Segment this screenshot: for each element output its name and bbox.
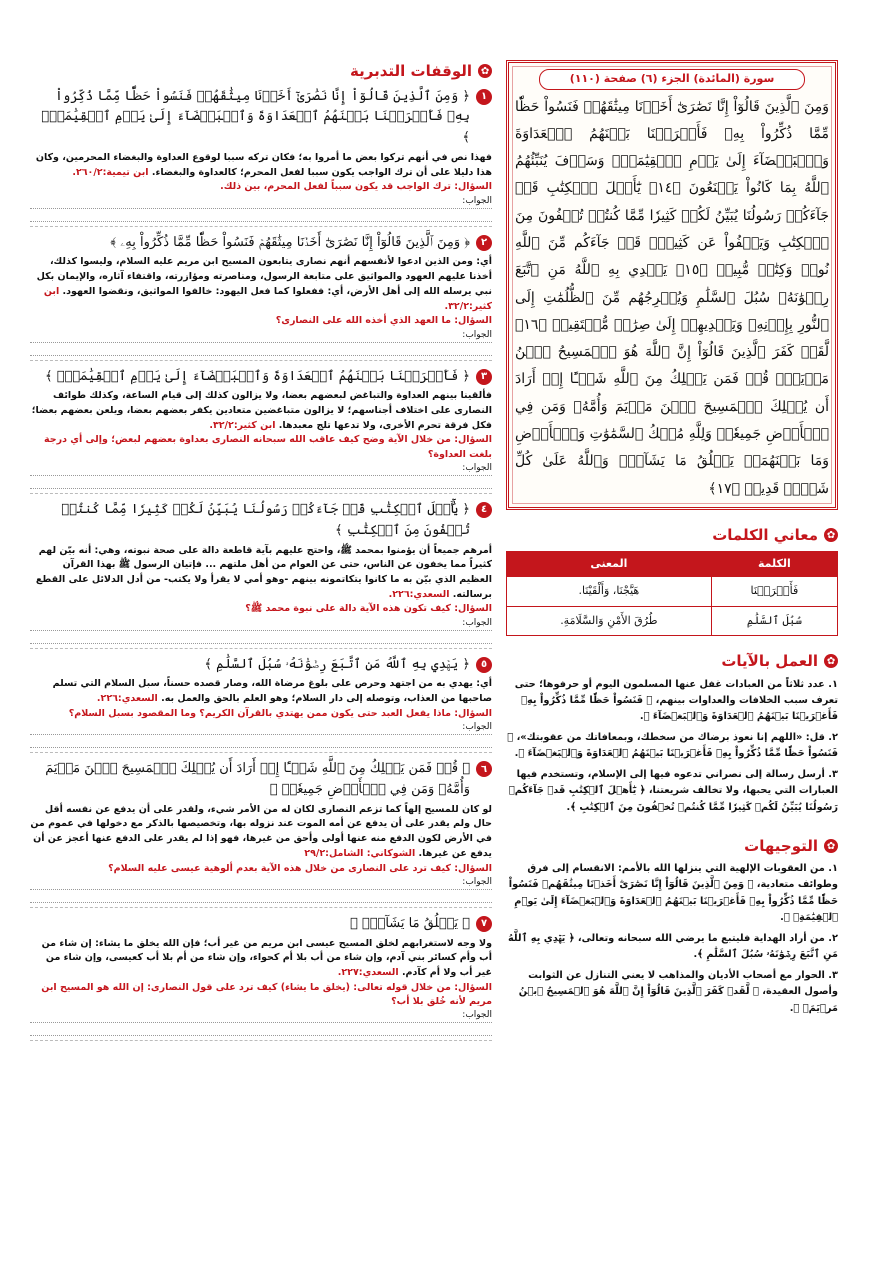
tafsir-text: أي: ومن الذين ادعوا لأنفسهم أنهم نصارى يتابعون المسيح ابن مريم عليه السلام، وليسوا كذلك، أخذنا عليهم العهود والمواثيق على متابعة الرسول، ومناصرته ومؤازرته، واقتفاء آثاره، والإيمان بكل نبي يرسله الله إلى أهل الأرض، أي: ففعلوا كما فعل اليهود: خالفوا المواثيق، ونقضوا العهود. ابن كثير:٣٢/٢. <box>36 256 492 312</box>
ayah-text: ﴿ وَمِنَ ٱلَّذِينَ قَالُوٓاْ إِنَّا نَصَٰرَىٰٓ أَخَذۡنَا مِيثَٰقَهُمۡ فَنَسُواْ حَظّٗا مِّمَّا ذُكِّرُواْ بِهِۦ فَأَغۡرَيۡنَا بَيۡنَهُمُ ٱلۡعَدَاوَةَ وَٱلۡبَغۡضَآءَ إِلَىٰ يَوۡمِ ٱلۡقِيَٰمَةِۚ ﴾ <box>41 88 470 146</box>
waqfa-item-2 <box>30 233 492 361</box>
col-meaning-header: المعنى <box>507 551 712 577</box>
question-text: السؤال: ترك الواجب قد يكون سبباً لفعل المحرم، بين ذلك. <box>220 181 492 193</box>
amal-heading <box>506 650 838 673</box>
answer-line[interactable] <box>30 735 492 748</box>
item-number: ٣ <box>476 369 492 385</box>
tawjihat-item-2: ٢. من أراد الهداية فليتبع ما يرضي الله سبحانه وتعالى، ﴿ يَهۡدِي بِهِ ٱللَّهُ مَنِ ٱتَّبَعَ رِضۡوَٰنَهُۥ سُبُلَ ٱلسَّلَٰمِ ﴾. <box>507 932 838 961</box>
ayah-text: ﴿ يَٰٓأَهۡلَ ٱلۡكِتَٰبِ قَدۡ جَآءَكُمۡ رَسُولُنَا يُبَيِّنُ لَكُمۡ كَثِيرٗا مِّمَّا كُنتُمۡ تُخۡفُونَ مِنَ ٱلۡكِتَٰبِ ﴾ <box>61 501 470 538</box>
table-row <box>507 577 838 607</box>
waqafat-column <box>30 60 492 1260</box>
quran-page-header: سورة (المائدة) الجزء (٦) صفحة (١١٠) <box>539 69 806 90</box>
answer-line[interactable] <box>30 890 492 903</box>
answer-field[interactable]: الجواب: <box>30 617 492 631</box>
answer-field[interactable]: الجواب: <box>30 876 492 890</box>
waqfa-item-3 <box>30 367 492 494</box>
answer-line[interactable] <box>30 476 492 489</box>
answer-line[interactable] <box>30 343 492 356</box>
tafsir-text: فألقينا بينهم العداوة والتباغض لبعضهم بعضا، ولا يزالون كذلك إلى قيام الساعة، وكذلك طوائف النصارى على اختلاف أجناسهم؛ لا يزالون متباغضين متعادين يكفر بعضهم بعضا، ويلعن بعضهم بعضا؛ فكل فرقة تحرم الأخرى، ولا تدعها تلج معبدها. ابن كثير:٣٢/٢. <box>31 390 492 431</box>
tawjihat-item-1: ١. من العقوبات الإلهية التي ينزلها الله بالأمم: الانقسام إلى فرق وطوائف متعادية، ﴿ وَمِنَ ٱلَّذِينَ قَالُوٓاْ إِنَّا نَصَٰرَىٰٓ أَخَذۡنَا مِيثَٰقَهُمۡ فَنَسُواْ حَظّٗا مِّمَّا ذُكِّرُواْ بِهِۦ فَأَغۡرَيۡنَا بَيۡنَهُمُ ٱلۡعَدَاوَةَ وَٱلۡبَغۡضَآءَ إِلَىٰ يَوۡمِ ٱلۡقِيَٰمَةِۚ ﴾. <box>508 863 838 923</box>
source-ref: السعدي:٢٢٧. <box>337 967 399 979</box>
source-ref: ابن كثير:٣٢/٢. <box>43 285 492 312</box>
waqfa-item-4 <box>30 500 492 649</box>
ayah-text: ﴿ يَهۡدِي بِهِ ٱللَّهُ مَنِ ٱتَّبَعَ رِضۡوَٰنَهُۥ سُبُلَ ٱلسَّلَٰمِ ﴾ <box>204 656 470 672</box>
tawjihat-title: التوجيهات <box>744 836 818 855</box>
answer-field[interactable]: الجواب: <box>30 721 492 735</box>
question-text: السؤال: من خلال الآية وضح كيف عاقب الله سبحانه النصارى بعداوة بعضهم لبعض؛ وإلى أي درجة بلغت العداوة؟ <box>44 434 492 460</box>
tawjihat-heading <box>506 835 838 858</box>
source-ref: السعدي:٢٢٦. <box>388 588 450 600</box>
item-number: ٤ <box>476 502 492 518</box>
flower-icon: ✿ <box>478 64 492 78</box>
waqfa-item-6 <box>30 759 492 908</box>
amal-title: العمل بالآيات <box>721 652 818 670</box>
flower-icon: ✿ <box>824 654 838 668</box>
tafsir-text: أمرهم جميعاً أن يؤمنوا بمحمد ﷺ، واحتج عليهم بآية قاطعة دالة على صحة نبوته، وهي: أنه بيّن لهم كثيراً مما يخفون عن الناس، حتى عن العوام من أهل ملتهم ... فإتيان الرسول ﷺ بهذا القرآن العظيم الذي بيّن به ما كانوا يتكاتمونه بينهم -وهو أمي لا يقرأ ولا يكتب- من أدل الدلائل على القطع برسالته. السعدي:٢٢٦. <box>35 544 492 600</box>
waqfa-item-1 <box>30 87 492 227</box>
question-text: السؤال: ما العهد الذي أخذه الله على النصارى؟ <box>275 315 492 327</box>
flower-icon: ✿ <box>824 528 838 542</box>
word-cell: فَأَغۡرَيۡنَا <box>711 577 837 607</box>
col-word-header: الكلمة <box>711 551 837 577</box>
question-text: السؤال: كيف ترد على النصارى من خلال هذه الآية بعدم ألوهية عيسى عليه السلام؟ <box>108 862 492 874</box>
question-text: السؤال: من خلال قوله تعالى: (يخلق ما يشاء) كيف ترد على قول النصارى: إن الله هو المسيح ابن مريم لأنه خُلق بلا أب؟ <box>41 981 492 1008</box>
tafsir-text: أي: يهدي به من اجتهد وحرص على بلوغ مرضاة الله، وصار قصده حسناً، سبل السلام التي تسلم صاحبها من العذاب، وتوصله إلى دار السلام؛ وهو العلم بالحق والعمل به. السعدي:٢٢٦. <box>52 678 492 705</box>
answer-field[interactable]: الجواب: <box>30 462 492 476</box>
answer-field[interactable]: الجواب: <box>30 1009 492 1023</box>
item-number: ٥ <box>476 657 492 673</box>
ayah-text: ﴿ يَخۡلُقُ مَا يَشَآءُۚ ﴾ <box>349 915 470 931</box>
ayah-text: ﴿ قُلۡ فَمَن يَمۡلِكُ مِنَ ٱللَّهِ شَيۡـًٔا إِنۡ أَرَادَ أَن يُهۡلِكَ ٱلۡمَسِيحَ ٱبۡنَ مَرۡيَمَ وَأُمَّهُۥ وَمَن فِي ٱلۡأَرۡضِ جَمِيعٗاۗ ﴾ <box>45 761 470 797</box>
amal-item-3: ٣. أرسل رسالة إلى نصراني تدعوه فيها إلى الإسلام، وتستخدم فيها العبارات التي يحبها، ولا تخالف شريعتنا، ﴿ يَٰٓأَهۡلَ ٱلۡكِتَٰبِ قَدۡ جَآءَكُمۡ رَسُولُنَا يُبَيِّنُ لَكُمۡ كَثِيرٗا مِّمَّا كُنتُمۡ تُخۡفُونَ مِنَ ٱلۡكِتَٰبِ ﴾. <box>508 769 838 813</box>
source-ref: الشوكاني: الشامل:٢٩/٢ <box>304 847 416 859</box>
item-number: ٢ <box>476 235 492 251</box>
amal-item-2: ٢. قل: «اللهم إنا نعوذ برضاك من سخطك، وبمعافاتك من عقوبتك»، ﴿ فَنَسُواْ حَظّٗا مِّمَّا ذُكِّرُواْ بِهِۦ فَأَغۡرَيۡنَا بَيۡنَهُمُ ٱلۡعَدَاوَةَ وَٱلۡبَغۡضَآءَ ﴾. <box>507 731 838 760</box>
ayah-text: ﴿ فَأَغۡرَيۡنَا بَيۡنَهُمُ ٱلۡعَدَاوَةَ وَٱلۡبَغۡضَآءَ إِلَىٰ يَوۡمِ ٱلۡقِيَٰمَةِۚ ﴾ <box>44 368 470 384</box>
word-meanings-table <box>506 551 838 637</box>
source-ref: السعدي:٢٢٦. <box>96 693 158 705</box>
question-text: السؤال: ماذا يفعل العبد حتى يكون ممن يهتدي بالقرآن الكريم؟ وما المقصود بسبل السلام؟ <box>68 707 492 719</box>
tafsir-text: فهذا نص في أنهم تركوا بعض ما أمروا به؛ فكان تركه سببا لوقوع العداوة والبغضاء المحرمين، وكان هذا دليلا على أن ترك الواجب يكون سببا لفعل المحرم؛ كالعداوة والبغضاء. ابن تيمية:٢٦٠/٢. <box>35 151 492 178</box>
ayah-text: ﴿ وَمِنَ ٱلَّذِينَ قَالُوٓاْ إِنَّا نَصَٰرَىٰٓ أَخَذۡنَا مِيثَٰقَهُمۡ فَنَسُواْ حَظّٗا مِّمَّا ذُكِّرُواْ بِهِۦ ﴾ <box>110 234 470 250</box>
item-number: ١ <box>476 89 492 105</box>
maani-title: معاني الكلمات <box>712 526 818 544</box>
waqafat-heading <box>30 60 492 83</box>
answer-line[interactable] <box>30 209 492 222</box>
table-header-row <box>507 551 838 577</box>
source-ref: ابن تيمية:٢٦٠/٢. <box>72 166 149 178</box>
tawjihat-item-3: ٣. الحوار مع أصحاب الأديان والمذاهب لا يعني التنازل عن الثوابت وأصول العقيدة، ﴿ لَّقَدۡ كَفَرَ ٱلَّذِينَ قَالُوٓاْ إِنَّ ٱللَّهَ هُوَ ٱلۡمَسِيحُ ٱبۡنُ مَرۡيَمَۚ ﴾. <box>518 970 838 1014</box>
word-cell: سُبُلَ ٱلسَّلَٰمِ <box>711 606 837 636</box>
answer-field[interactable]: الجواب: <box>30 195 492 209</box>
waqfa-item-5 <box>30 655 492 753</box>
maani-heading <box>506 524 838 547</box>
flower-icon: ✿ <box>824 839 838 853</box>
quran-page-frame <box>506 60 838 510</box>
answer-line[interactable] <box>30 1023 492 1036</box>
answer-line[interactable] <box>30 631 492 644</box>
meaning-cell: هَيَّجْنَا، وَأَلْقَيْنَا. <box>507 577 712 607</box>
waqfa-item-7 <box>30 914 492 1041</box>
waqafat-title: الوقفات التدبرية <box>350 62 472 80</box>
meaning-cell: طُرُقَ الأَمْنِ وَالسَّلَامَةِ. <box>507 606 712 636</box>
item-number: ٦ <box>476 761 492 777</box>
quran-text: وَمِنَ ٱلَّذِينَ قَالُوٓاْ إِنَّا نَصَٰرَىٰٓ أَخَذۡنَا مِيثَٰقَهُمۡ فَنَسُواْ حَظّٗا مِّمَّا ذُكِّرُواْ بِهِۦ فَأَغۡرَيۡنَا بَيۡنَهُمُ ٱلۡعَدَاوَةَ وَٱلۡبَغۡضَآءَ إِلَىٰ يَوۡمِ ٱلۡقِيَٰمَةِۚ وَسَوۡفَ يُنَبِّئُهُمُ ٱللَّهُ بِمَا كَانُواْ يَصۡنَعُونَ ﴿١٤﴾ يَٰٓأَهۡلَ ٱلۡكِتَٰبِ قَدۡ جَآءَكُمۡ رَسُولُنَا يُبَيِّنُ لَكُمۡ كَثِيرٗا مِّمَّا كُنتُمۡ تُخۡفُونَ مِنَ ٱلۡكِتَٰبِ وَيَعۡفُواْ عَن كَثِيرٖۚ قَدۡ جَآءَكُم مِّنَ ٱللَّهِ نُورٞ وَكِتَٰبٞ مُّبِينٞ ﴿١٥﴾ يَهۡدِي بِهِ ٱللَّهُ مَنِ ٱتَّبَعَ رِضۡوَٰنَهُۥ سُبُلَ ٱلسَّلَٰمِ وَيُخۡرِجُهُم مِّنَ ٱلظُّلُمَٰتِ إِلَى ٱلنُّورِ بِإِذۡنِهِۦ وَيَهۡدِيهِمۡ إِلَىٰ صِرَٰطٖ مُّسۡتَقِيمٖ ﴿١٦﴾ لَّقَدۡ كَفَرَ ٱلَّذِينَ قَالُوٓاْ إِنَّ ٱللَّهَ هُوَ ٱلۡمَسِيحُ ٱبۡنُ مَرۡيَمَۚ قُلۡ فَمَن يَمۡلِكُ مِنَ ٱللَّهِ شَيۡـًٔا إِنۡ أَرَادَ أَن يُهۡلِكَ ٱلۡمَسِيحَ ٱبۡنَ مَرۡيَمَ وَأُمَّهُۥ وَمَن فِي ٱلۡأَرۡضِ جَمِيعٗاۗ وَلِلَّهِ مُلۡكُ ٱلسَّمَٰوَٰتِ وَٱلۡأَرۡضِ وَمَا بَيۡنَهُمَاۚ يَخۡلُقُ مَا يَشَآءُۚ وَٱللَّهُ عَلَىٰ كُلِّ شَيۡءٖ قَدِيرٞ ﴿١٧﴾ <box>515 98 830 497</box>
table-row <box>507 606 838 636</box>
question-text: السؤال: كيف تكون هذه الآية دالة على نبوة محمد ﷺ؟ <box>245 603 492 615</box>
amal-item-1: ١. عدد ثلاثاً من العبادات غفل عنها المسلمون اليوم أو حرفوها؛ حتى تعرف سبب الخلافات والعداوات بينهم، ﴿ فَنَسُواْ حَظّٗا مِّمَّا ذُكِّرُواْ بِهِۦ فَأَغۡرَيۡنَا بَيۡنَهُمُ ٱلۡعَدَاوَةَ وَٱلۡبَغۡضَآءَ ﴾. <box>514 678 838 722</box>
answer-field[interactable]: الجواب: <box>30 329 492 343</box>
source-ref: ابن كثير:٣٢/٢. <box>209 419 276 431</box>
right-column <box>506 60 838 1260</box>
tafsir-text: لو كان للمسيح إلهاً كما تزعم النصارى لكان له من الأمر شيء، ولقدر على أن يدفع عن نفسه أقل حال ولم يقدر على أن يدفع عن أمه الموت عند نزوله بها، وتخصيصها بالذكر مع دخولها في عموم من في الأرض لكون الدفع منه عنها أولى وأحق من غيرها، فهو إذا لم يقدر على الدفع عنها أعجز عن أن يدفع عن غيرها. الشوكاني: الشامل:٢٩/٢ <box>30 803 492 859</box>
tafsir-text: ولا وجه لاستغرابهم لخلق المسيح عيسى ابن مريم من غير أب؛ فإن الله يخلق ما يشاء: إن شاء من أب وأم كسائر بني آدم، وإن شاء من أب بلا أم كحواء، وإن شاء من أم بلا أب كعيسى، وإن شاء من غير أب ولا أم كآدم. السعدي:٢٢٧. <box>41 937 492 979</box>
item-number: ٧ <box>476 916 492 932</box>
